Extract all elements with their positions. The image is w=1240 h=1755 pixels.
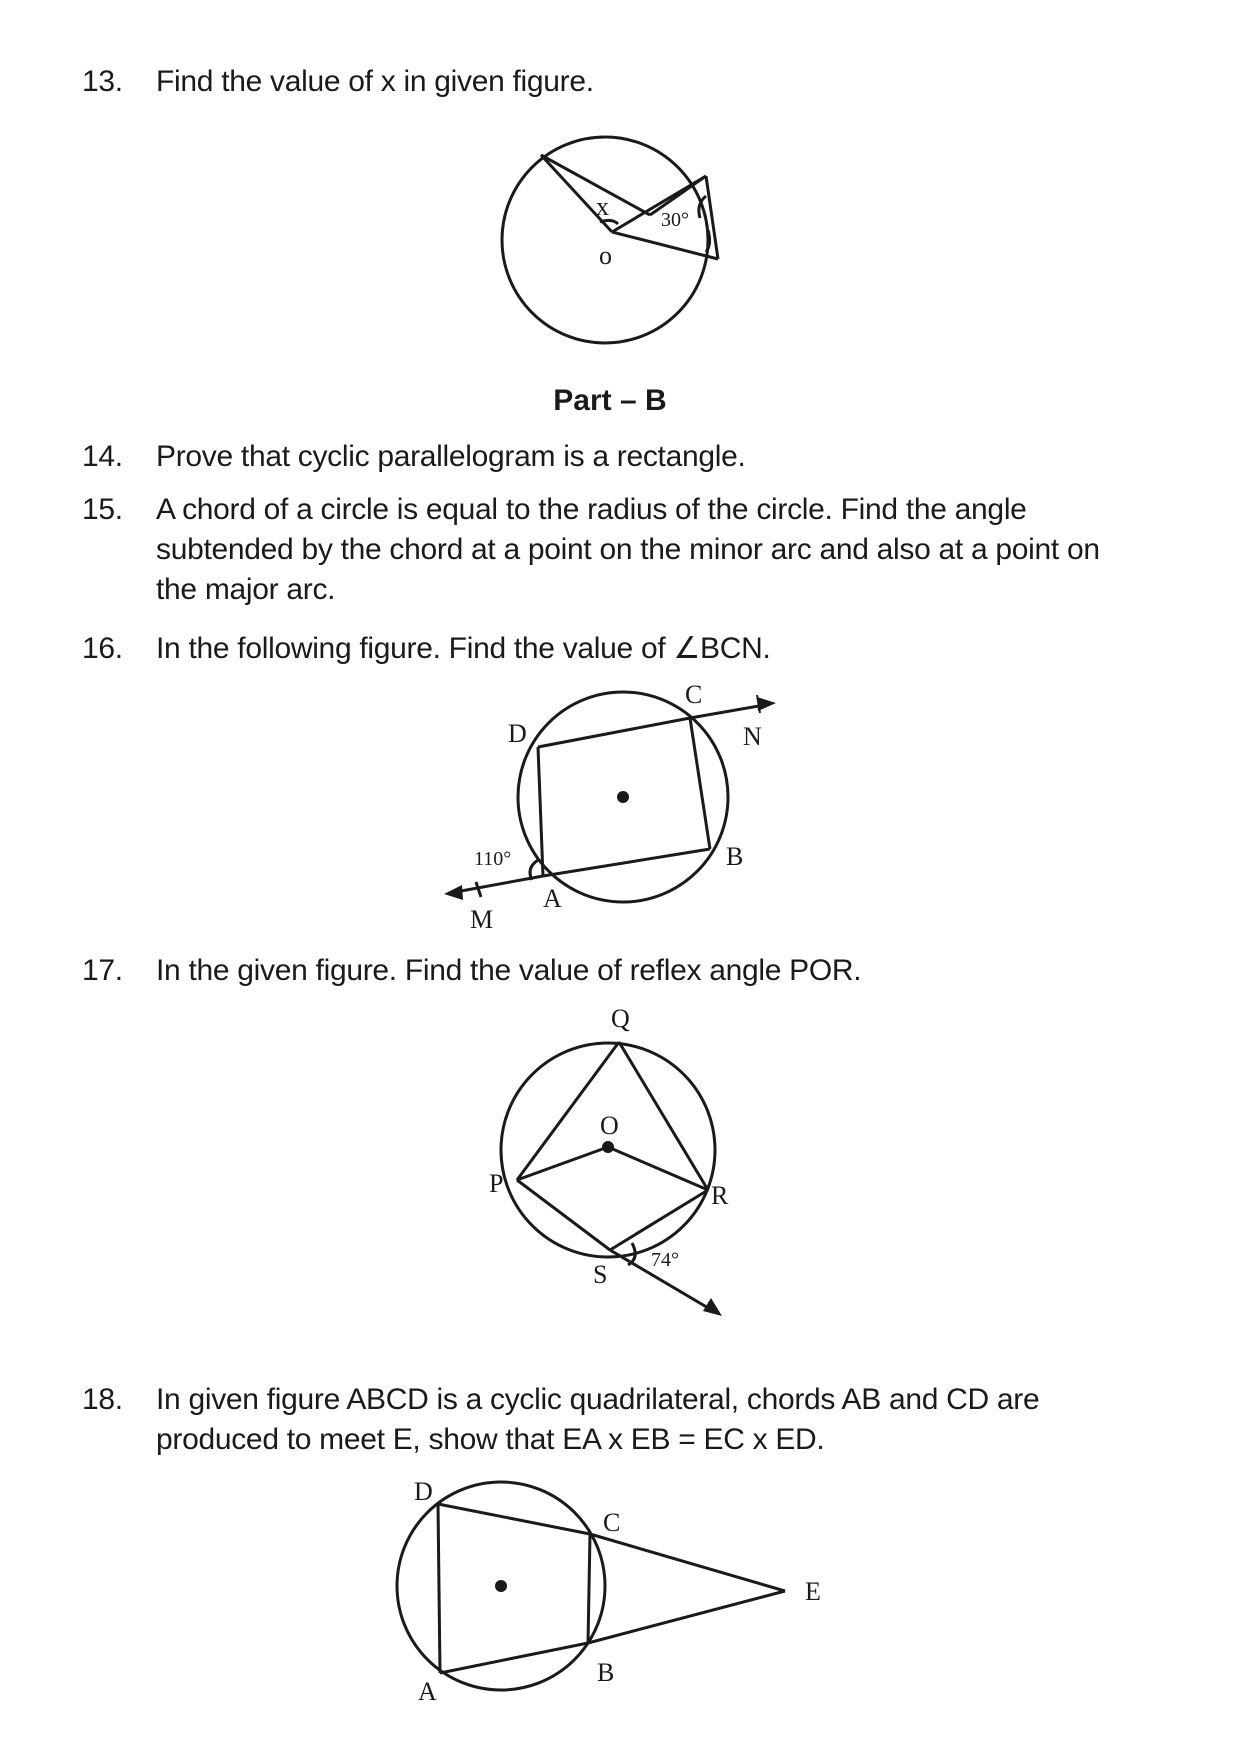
center-dot <box>617 791 629 803</box>
question-text: Prove that cyclic parallelogram is a rectangle. <box>156 440 746 473</box>
question-number: 16. <box>82 632 123 665</box>
fig18-label-a: A <box>418 1677 437 1706</box>
fig17-label-s: S <box>593 1260 608 1289</box>
fig17-label-o: O <box>600 1111 619 1140</box>
fig16-angle-label: 110° <box>474 848 512 870</box>
fig13-angle-label: 30° <box>661 209 689 231</box>
fig16-label-d: D <box>508 719 527 748</box>
fig16-label-a: A <box>543 884 562 913</box>
fig16-label-n: N <box>743 722 762 751</box>
center-dot <box>495 1580 507 1592</box>
arrow-m-icon <box>444 885 463 900</box>
fig13-x-label: x <box>596 192 609 221</box>
question-text: In given figure ABCD is a cyclic quadrilateral, chords AB and CD are produced to meet E, show that EA x EB = EC x ED. <box>156 1383 1040 1456</box>
question-text: In the given figure. Find the value of reflex angle POR. <box>156 954 862 987</box>
question-text: In the following figure. Find the value of ∠BCN. <box>156 632 771 665</box>
part-heading: Part – B <box>553 384 667 417</box>
fig13-center-label: o <box>599 241 612 270</box>
question-number: 14. <box>82 440 123 473</box>
question-number: 15. <box>82 493 123 526</box>
question-number: 17. <box>82 954 123 987</box>
fig16-label-b: B <box>726 842 744 871</box>
fig17-label-p: P <box>489 1169 504 1198</box>
fig18-label-e: E <box>805 1577 821 1606</box>
fig16-label-c: C <box>685 680 703 709</box>
fig17-label-r: R <box>711 1181 729 1210</box>
arrow-n-icon <box>757 697 776 711</box>
fig18-label-b: B <box>597 1658 615 1687</box>
question-text: Find the value of x in given figure. <box>156 65 594 98</box>
question-text: A chord of a circle is equal to the radius of the circle. Find the angle subtended by the chord at a point on the minor arc and also at a point on the major arc. <box>156 493 1100 606</box>
arrow-s-icon <box>703 1298 722 1316</box>
fig17-angle-label: 74° <box>651 1249 679 1271</box>
center-dot <box>602 1141 614 1153</box>
fig16-label-m: M <box>470 905 494 934</box>
question-number: 18. <box>82 1383 123 1416</box>
fig18-label-c: C <box>603 1508 621 1537</box>
question-number: 13. <box>82 65 123 98</box>
fig18-label-d: D <box>414 1477 433 1506</box>
fig17-label-q: Q <box>611 1004 630 1033</box>
